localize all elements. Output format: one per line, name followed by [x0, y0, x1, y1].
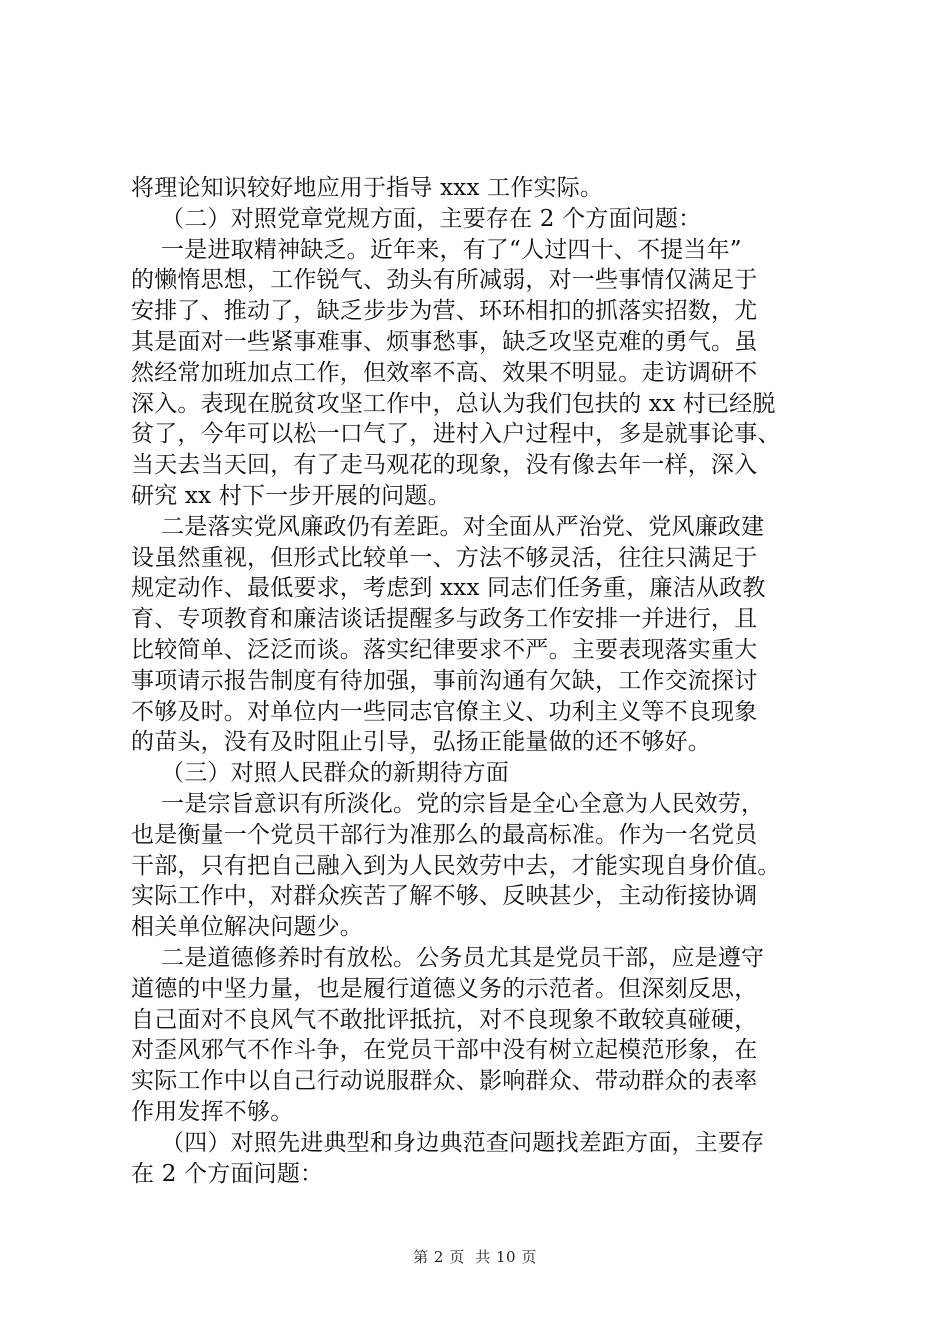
- paragraph-line: 比较简单、泛泛而谈。落实纪律要求不严。主要表现落实重大: [131, 636, 758, 663]
- paragraph-line: 作用发挥不够。: [131, 1098, 294, 1125]
- paragraph-line: 事项请示报告制度有待加强，事前沟通有欠缺，工作交流探讨: [131, 667, 758, 694]
- section-heading: （二）对照党章党规方面，主要存在 2 个方面问题：: [131, 205, 702, 232]
- paragraph-line: 然经常加班加点工作，但效率不高、效果不明显。走访调研不: [131, 359, 758, 386]
- document-body: [131, 173, 831, 1189]
- paragraph-line: 的懒惰思想，工作锐气、劲头有所减弱，对一些事情仅满足于: [131, 267, 758, 294]
- paragraph-line: 实际工作中，对群众疾苦了解不够、反映甚少，主动衔接协调: [131, 883, 758, 910]
- paragraph-line: 不够及时。对单位内一些同志官僚主义、功利主义等不良现象: [131, 698, 758, 725]
- paragraph-line: 实际工作中以自己行动说服群众、影响群众、带动群众的表率: [131, 1068, 758, 1095]
- text-line: 将理论知识较好地应用于指导 xxx 工作实际。: [131, 175, 604, 201]
- paragraph-line: 自己面对不良风气不敢批评抵抗，对不良现象不敢较真碰硬，: [131, 1006, 758, 1033]
- section-heading: （四）对照先进典型和身边典范查问题找差距方面，主要存: [131, 1129, 765, 1156]
- paragraph-line: 二是道德修养时有放松。公务员尤其是党员干部，应是遵守: [131, 944, 765, 971]
- paragraph-line: 育、专项教育和廉洁谈话提醒多与政务工作安排一并进行，且: [131, 606, 758, 633]
- paragraph-line: 在 2 个方面问题：: [131, 1160, 324, 1187]
- paragraph-line: 一是宗旨意识有所淡化。党的宗旨是全心全意为人民效劳，: [131, 790, 765, 817]
- paragraph-line: 贫了，今年可以松一口气了，进村入户过程中，多是就事论事、: [131, 421, 781, 448]
- paragraph-line: 研究 xx 村下一步开展的问题。: [131, 482, 451, 509]
- page-footer: 第 2 页 共 10 页: [413, 1248, 537, 1266]
- paragraph-line: 二是落实党风廉政仍有差距。对全面从严治党、党风廉政建: [131, 513, 765, 540]
- paragraph-line: 安排了、推动了，缺乏步步为营、环环相扣的抓落实招数，尤: [131, 298, 758, 325]
- paragraph-line: 对歪风邪气不作斗争，在党员干部中没有树立起模范形象，在: [131, 1037, 758, 1064]
- paragraph-line: 也是衡量一个党员干部行为准那么的最高标准。作为一名党员: [131, 821, 758, 848]
- paragraph-line: 深入。表现在脱贫攻坚工作中，总认为我们包扶的 xx 村已经脱: [131, 390, 776, 417]
- paragraph-line: 的苗头，没有及时阻止引导，弘扬正能量做的还不够好。: [131, 729, 711, 756]
- paragraph-line: 相关单位解决问题少。: [131, 914, 363, 941]
- paragraph-line: 干部，只有把自己融入到为人民效劳中去，才能实现自身价值。: [131, 852, 781, 879]
- paragraph-line: 当天去当天回，有了走马观花的现象，没有像去年一样，深入: [131, 452, 758, 479]
- paragraph-line: 其是面对一些紧事难事、烦事愁事，缺乏攻坚克难的勇气。虽: [131, 328, 758, 355]
- paragraph-line: 道德的中坚力量，也是履行道德义务的示范者。但深刻反思，: [131, 975, 758, 1002]
- paragraph-line: 设虽然重视，但形式比较单一、方法不够灵活，往往只满足于: [131, 544, 758, 571]
- paragraph-line: 一是进取精神缺乏。近年来，有了“人过四十、不提当年”: [131, 236, 742, 263]
- section-heading: （三）对照人民群众的新期待方面: [131, 760, 510, 787]
- paragraph-line: 规定动作、最低要求，考虑到 xxx 同志们任务重，廉洁从政教: [131, 575, 766, 602]
